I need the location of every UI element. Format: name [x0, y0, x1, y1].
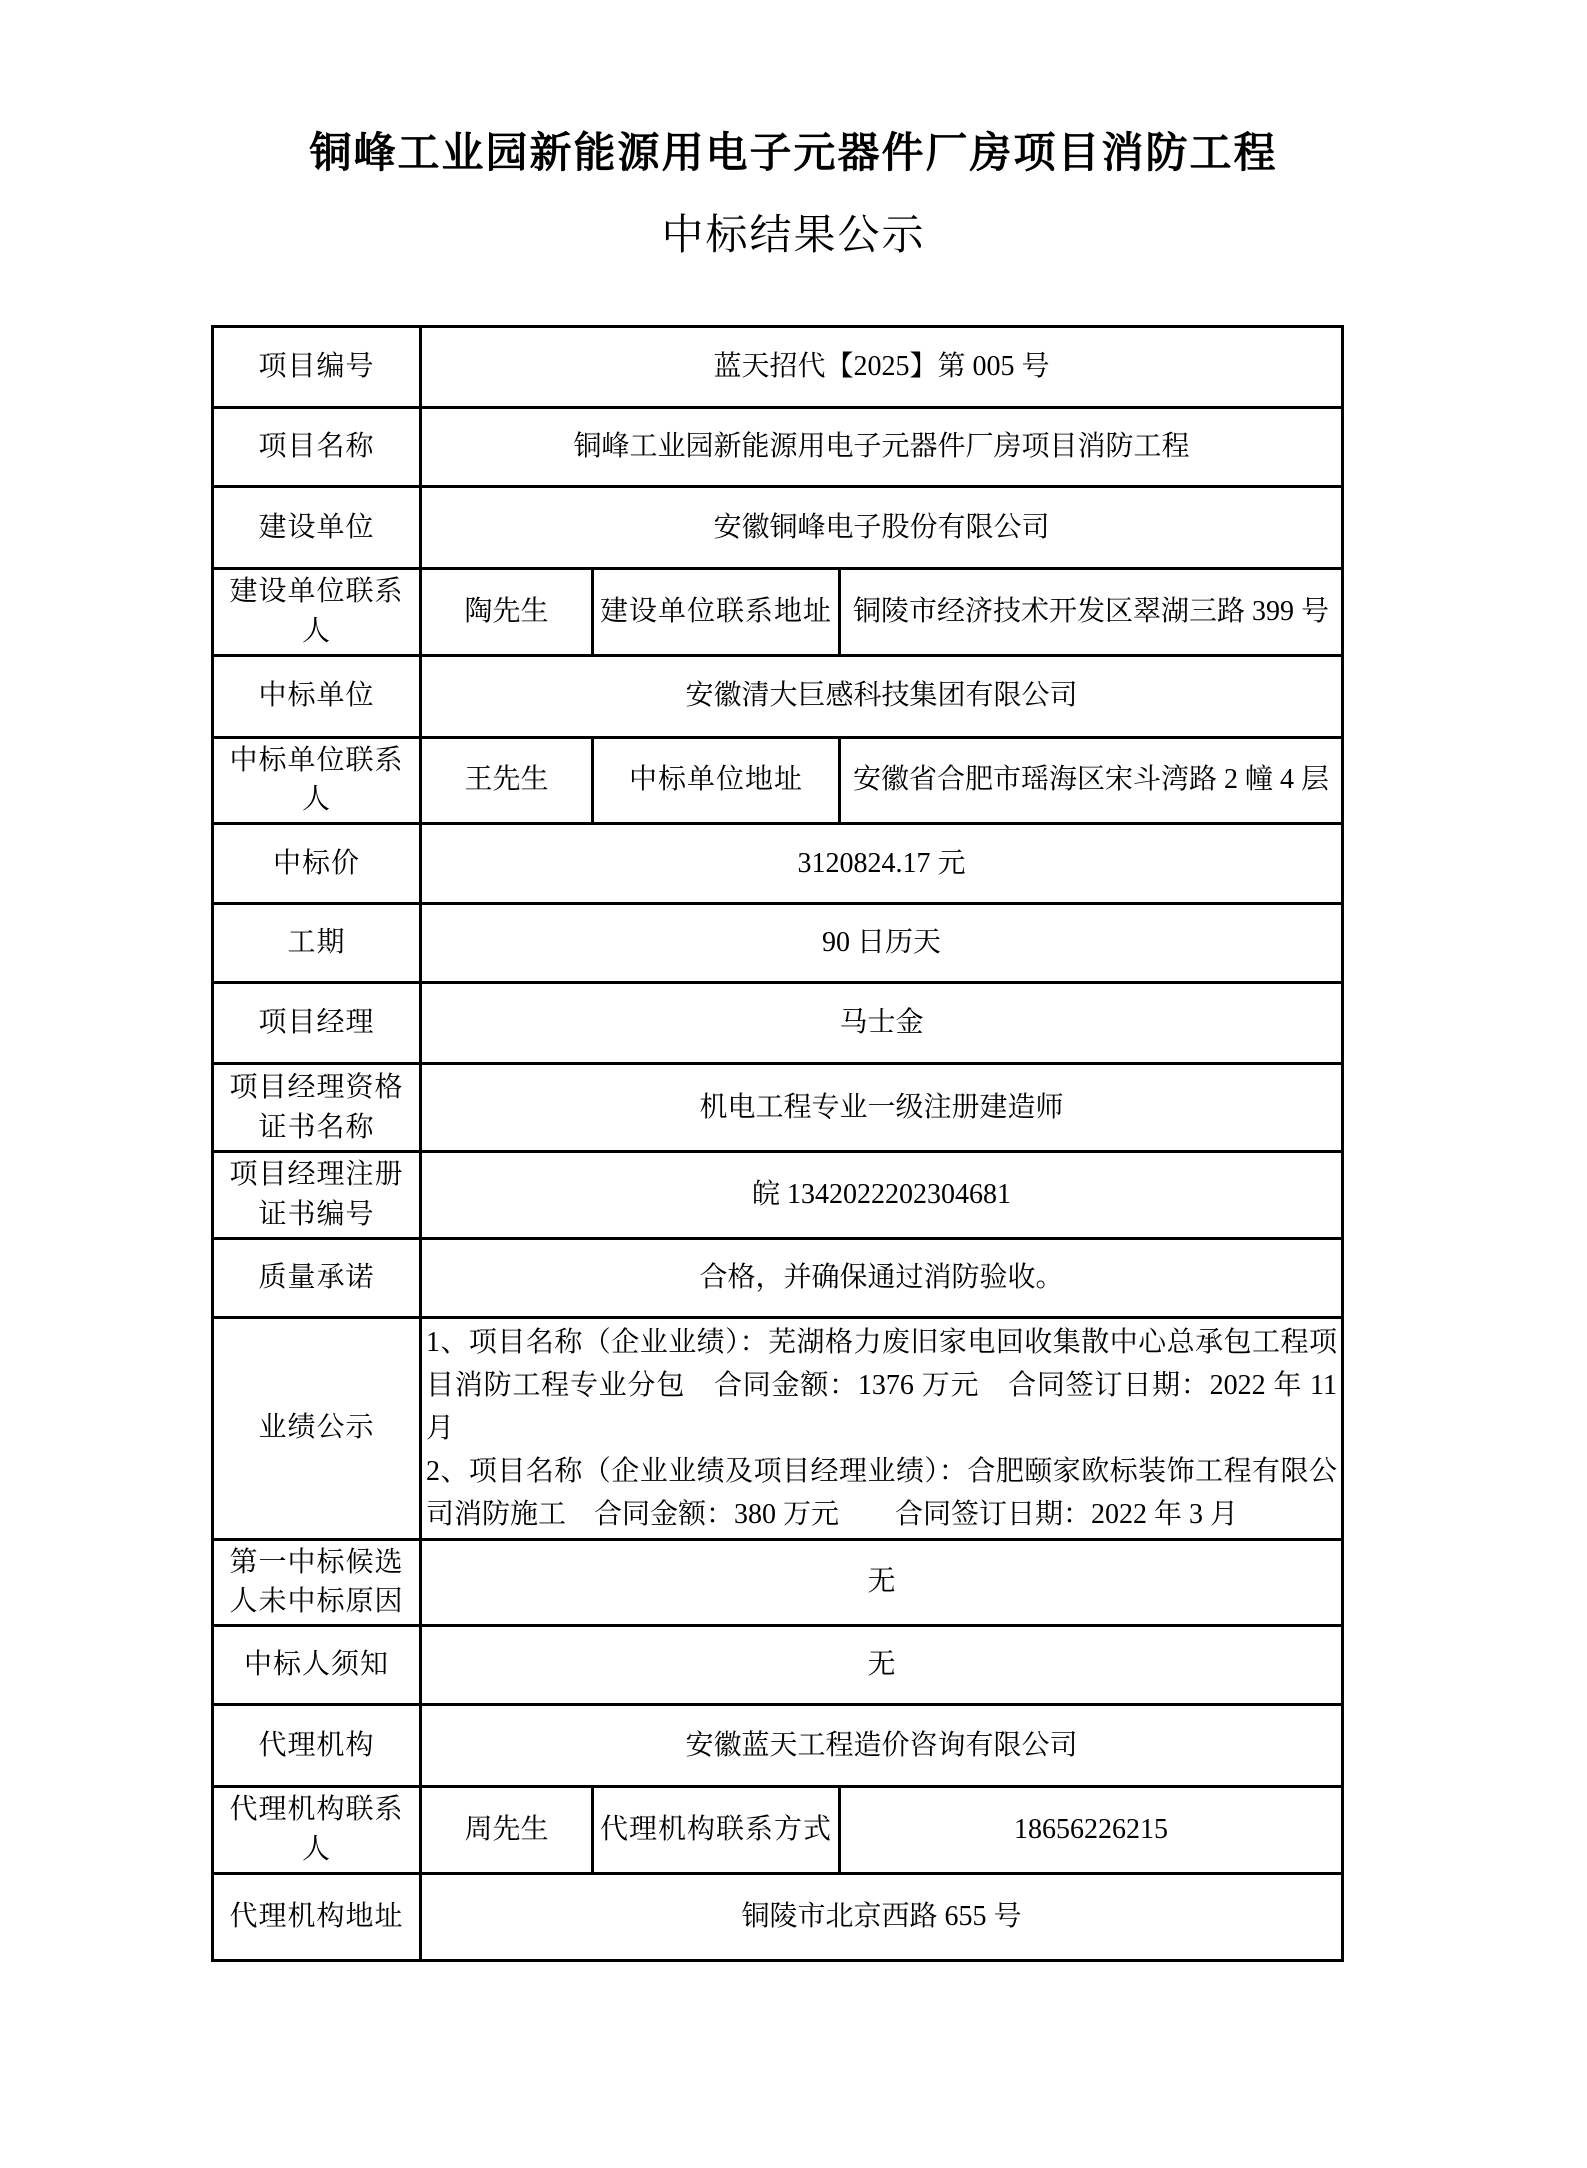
row-value-cell: 铜陵市北京西路 655 号 — [421, 1873, 1343, 1960]
row-label-cell: 中标单位 — [213, 655, 421, 737]
row-label-cell: 中标单位联系人 — [213, 737, 421, 824]
row-label2-cell: 代理机构联系方式 — [593, 1787, 840, 1874]
row-label-cell: 代理机构地址 — [213, 1873, 421, 1960]
row-value-cell: 安徽蓝天工程造价咨询有限公司 — [421, 1705, 1343, 1787]
row-label-cell: 建设单位 — [213, 487, 421, 569]
performance-item: 2、项目名称（企业业绩及项目经理业绩）：合肥颐家欧标装饰工程有限公司消防施工 合同金额：380 万元 合同签订日期：2022 年 3 月 — [426, 1455, 1337, 1530]
table-row — [213, 904, 1343, 983]
document-page — [0, 133, 1587, 2168]
row-value-cell: 机电工程专业一级注册建造师 — [421, 1064, 1343, 1152]
row-value-cell: 合格，并确保通过消防验收。 — [421, 1238, 1343, 1317]
row-value-cell: 3120824.17 元 — [421, 824, 1343, 904]
document-subtitle: 中标结果公示 — [661, 213, 926, 259]
row-value2-cell: 18656226215 — [840, 1787, 1343, 1874]
table-row — [213, 1705, 1343, 1787]
row-value2-cell: 铜陵市经济技术开发区翠湖三路 399 号 — [840, 569, 1343, 656]
row-value-cell: 皖 1342022202304681 — [421, 1152, 1343, 1239]
row-label2-cell: 中标单位地址 — [593, 737, 840, 824]
table-row — [213, 983, 1343, 1064]
row-label-cell: 建设单位联系人 — [213, 569, 421, 656]
table-row — [213, 1787, 1343, 1874]
row-value-cell: 安徽铜峰电子股份有限公司 — [421, 487, 1343, 569]
table-row — [213, 1238, 1343, 1317]
row-label-cell: 工期 — [213, 904, 421, 983]
row-value-cell: 无 — [421, 1539, 1343, 1626]
row-label-cell: 项目经理 — [213, 983, 421, 1064]
table-row — [213, 655, 1343, 737]
row-value-cell: 安徽清大巨感科技集团有限公司 — [421, 655, 1343, 737]
row-value2-cell: 安徽省合肥市瑶海区宋斗湾路 2 幢 4 层 — [840, 737, 1343, 824]
table-row — [213, 1539, 1343, 1626]
table-row — [213, 1152, 1343, 1239]
table-row — [213, 1317, 1343, 1539]
row-label-cell: 业绩公示 — [213, 1317, 421, 1539]
row-label-cell: 代理机构联系人 — [213, 1787, 421, 1874]
document-title: 铜峰工业园新能源用电子元器件厂房项目消防工程 — [309, 131, 1278, 177]
row-label2-cell: 建设单位联系地址 — [593, 569, 840, 656]
row-label-cell: 中标人须知 — [213, 1626, 421, 1705]
row-value-cell: 90 日历天 — [421, 904, 1343, 983]
row-label-cell: 项目编号 — [213, 327, 421, 408]
row-label-cell: 项目名称 — [213, 408, 421, 487]
table-row — [213, 408, 1343, 487]
performance-item: 1、项目名称（企业业绩）：芜湖格力废旧家电回收集散中心总承包工程项目消防工程专业分包 合同金额：1376 万元 合同签订日期：2022 年 11 月 — [426, 1326, 1337, 1444]
row-label-cell: 质量承诺 — [213, 1238, 421, 1317]
row-label-cell: 第一中标候选人未中标原因 — [213, 1539, 421, 1626]
table-row — [213, 1873, 1343, 1960]
table-row — [213, 824, 1343, 904]
table-row — [213, 737, 1343, 824]
row-value-cell: 马士金 — [421, 983, 1343, 1064]
bid-result-table — [211, 325, 1344, 1962]
row-label-cell: 中标价 — [213, 824, 421, 904]
row-value-cell: 铜峰工业园新能源用电子元器件厂房项目消防工程 — [421, 408, 1343, 487]
row-value-cell: 陶先生 — [421, 569, 593, 656]
row-label-cell: 项目经理资格证书名称 — [213, 1064, 421, 1152]
row-value-cell: 王先生 — [421, 737, 593, 824]
row-value-cell: 蓝天招代【2025】第 005 号 — [421, 327, 1343, 408]
row-label-cell: 代理机构 — [213, 1705, 421, 1787]
table-row — [213, 327, 1343, 408]
table-row — [213, 1626, 1343, 1705]
performance-list-cell — [421, 1317, 1343, 1539]
table-row — [213, 487, 1343, 569]
row-value-cell: 无 — [421, 1626, 1343, 1705]
table-row — [213, 569, 1343, 656]
row-value-cell: 周先生 — [421, 1787, 593, 1874]
table-row — [213, 1064, 1343, 1152]
row-label-cell: 项目经理注册证书编号 — [213, 1152, 421, 1239]
